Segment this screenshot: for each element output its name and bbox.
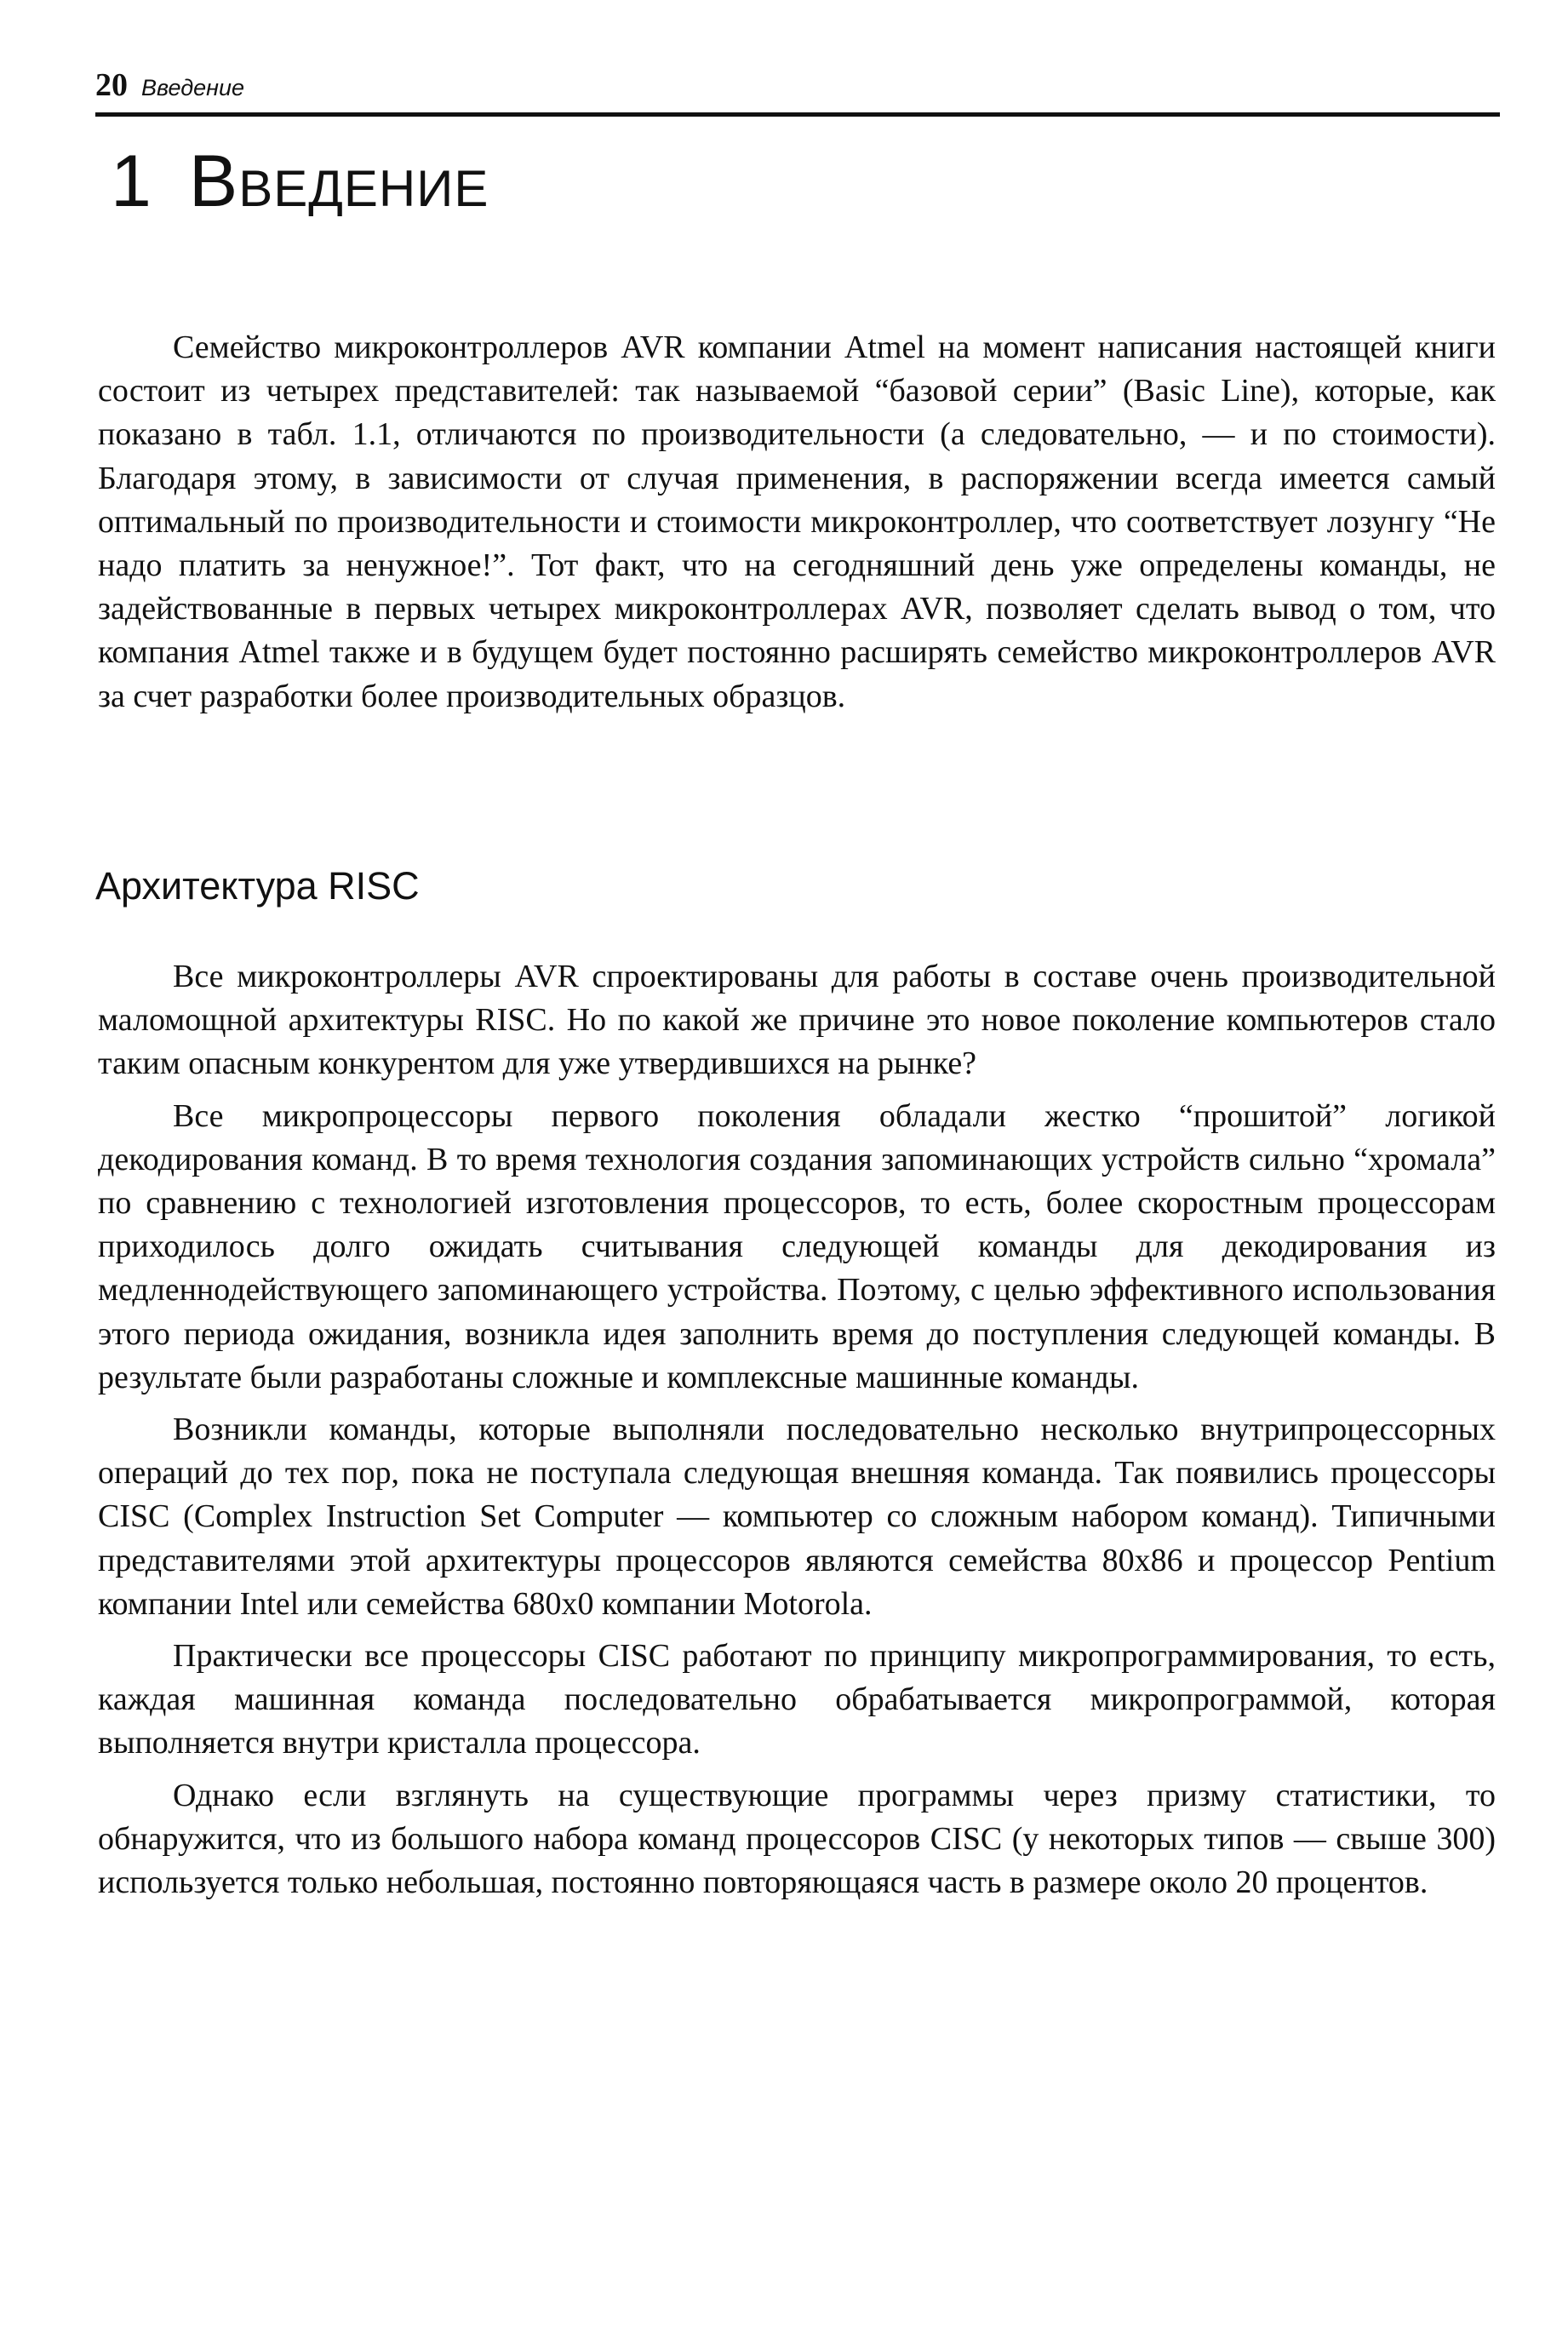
paragraph: Все микропроцессоры первого поколения обладали жестко “прошитой” логикой декодирования команд. В то время технология создания запоминающих устройств сильно “хромала” по сравнению с технологией изготовления процессоров, то есть, более скоростным процессорам приходилось долго ожидать считывания следующей команды для декодирования из медленнодействующего запоминающего устройства. Поэтому, с целью эффективного использования этого периода ожидания, возникла идея заполнить время до поступления следующей команды. В результате были разработаны сложные и комплексные машинные команды. [98,1097,1496,1395]
chapter-number: 1 [111,140,152,222]
risc-section [98,955,1496,1904]
chapter-title [111,140,489,222]
chapter-heading-text: Введение [188,140,489,222]
paragraph: Все микроконтроллеры AVR спроектированы для работы в составе очень производительной маломощной архитектуры RISC. Но по какой же причине это новое поколение компьютеров стало таким опасным конкурентом для уже утвердившихся на рынке? [98,959,1496,1082]
page-number: 20 [95,67,128,103]
paragraph: Однако если взглянуть на существующие программы через призму статистики, то обнаружится, что из большого набора команд процессоров CISC (у некоторых типов — свыше 300) используется только небольшая, постоянно повторяющаяся часть в размере около 20 процентов. [98,1777,1496,1901]
paragraph: Семейство микроконтроллеров AVR компании Atmel на момент написания настоящей книги состоит из четырех представителей: так называемой “базовой серии” (Basic Line), которые, как показано в табл. 1.1, отличаются по производительности (а следовательно, — и по стоимости). Благодаря этому, в зависимости от случая применения, в распоряжении всегда имеется самый оптимальный по производительности и стоимости микроконтроллер, что соответствует лозунгу “Не надо платить за ненужное!”. Тот факт, что на сегодняшний день уже определены команды, не задействованные в первых четырех микроконтроллерах AVR, позволяет сделать вывод о том, что компания Atmel также и в будущем будет постоянно расширять семейство микроконтроллеров AVR за счет разработки более производительных образцов. [98,329,1496,714]
running-title: Введение [141,75,245,100]
paragraph: Возникли команды, которые выполняли последовательно несколько внутрипроцессорных операций до тех пор, пока не поступала следующая внешняя команда. Так появились процессоры CISC (Complex Instruction Set Computer — компьютер со сложным набором команд). Типичными представителями этой архитектуры процессоров являются семейства 80x86 и процессор Pentium компании Intel или семейства 680x0 компании Motorola. [98,1412,1496,1622]
running-header [95,66,1500,116]
intro-section [98,326,1496,719]
paragraph: Практически все процессоры CISC работают по принципу микропрограммирования, то есть, каждая машинная команда последовательно обрабатывается микропрограммой, которая выполняется внутри кристалла процессора. [98,1638,1496,1761]
section-title: Архитектура RISC [95,864,420,908]
header-rule [95,112,1500,117]
